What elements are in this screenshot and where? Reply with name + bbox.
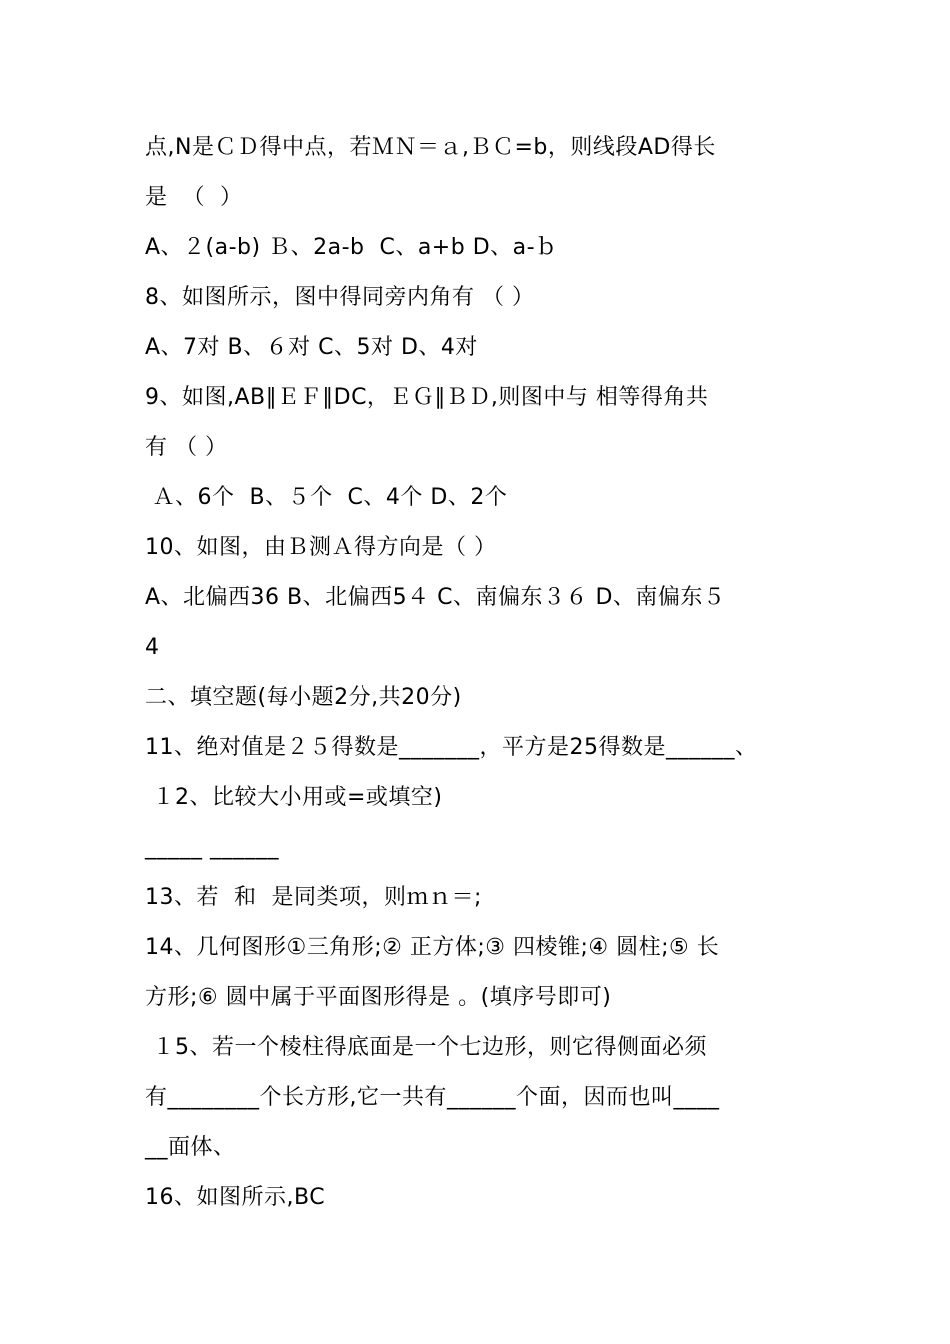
text-line: 点,N是ＣＤ得中点，若ＭＮ＝ａ,ＢＣ=b，则线段AD得长 (145, 135, 716, 160)
question-13: 13、若 和 是同类项，则ｍｎ＝; (145, 885, 482, 910)
question-15: １5、若一个棱柱得底面是一个七边形，则它得侧面必须 (145, 1035, 707, 1060)
question-14: 14、几何图形①三角形;② 正方体;③ 四棱锥;④ 圆柱;⑤ 长 (145, 935, 720, 960)
text-line: 有________个长方形,它一共有______个面，因而也叫____ (145, 1085, 720, 1110)
question-9: 9、如图,AB∥ＥＦ∥DC，ＥＧ∥ＢＤ,则图中与 相等得角共 (145, 385, 709, 410)
text-line: __面体、 (145, 1135, 236, 1160)
text-line: _____ ______ (145, 835, 279, 860)
question-12: １2、比较大小用或=或填空) (145, 785, 443, 810)
text-line: 是 （ ） (145, 185, 243, 210)
text-line: A、7对 B、６对 C、5对 D、4对 (145, 335, 478, 360)
text-line: Ａ、6个 B、５个 C、4个 D、2个 (145, 485, 508, 510)
text-line: A、北偏西36 B、北偏西5４ C、南偏东３６ D、南偏东５ (145, 585, 726, 610)
text-line: A、２(a-b) Ｂ、2a-b C、a+b D、a-ｂ (145, 235, 558, 260)
text-line: 有 （ ） (145, 435, 228, 460)
question-16: 16、如图所示,BC (145, 1185, 326, 1210)
section-heading: 二、填空题(每小题2分,共20分) (145, 685, 462, 710)
question-11: 11、绝对值是２５得数是_______，平方是25得数是______、 (145, 735, 758, 760)
question-8: 8、如图所示，图中得同旁内角有 （ ） (145, 285, 535, 310)
text-line: 方形;⑥ 圆中属于平面图形得是 。(填序号即可) (145, 985, 612, 1010)
text-line: 4 (145, 635, 160, 660)
question-10: 10、如图，由Ｂ测Ａ得方向是（ ） (145, 535, 497, 560)
